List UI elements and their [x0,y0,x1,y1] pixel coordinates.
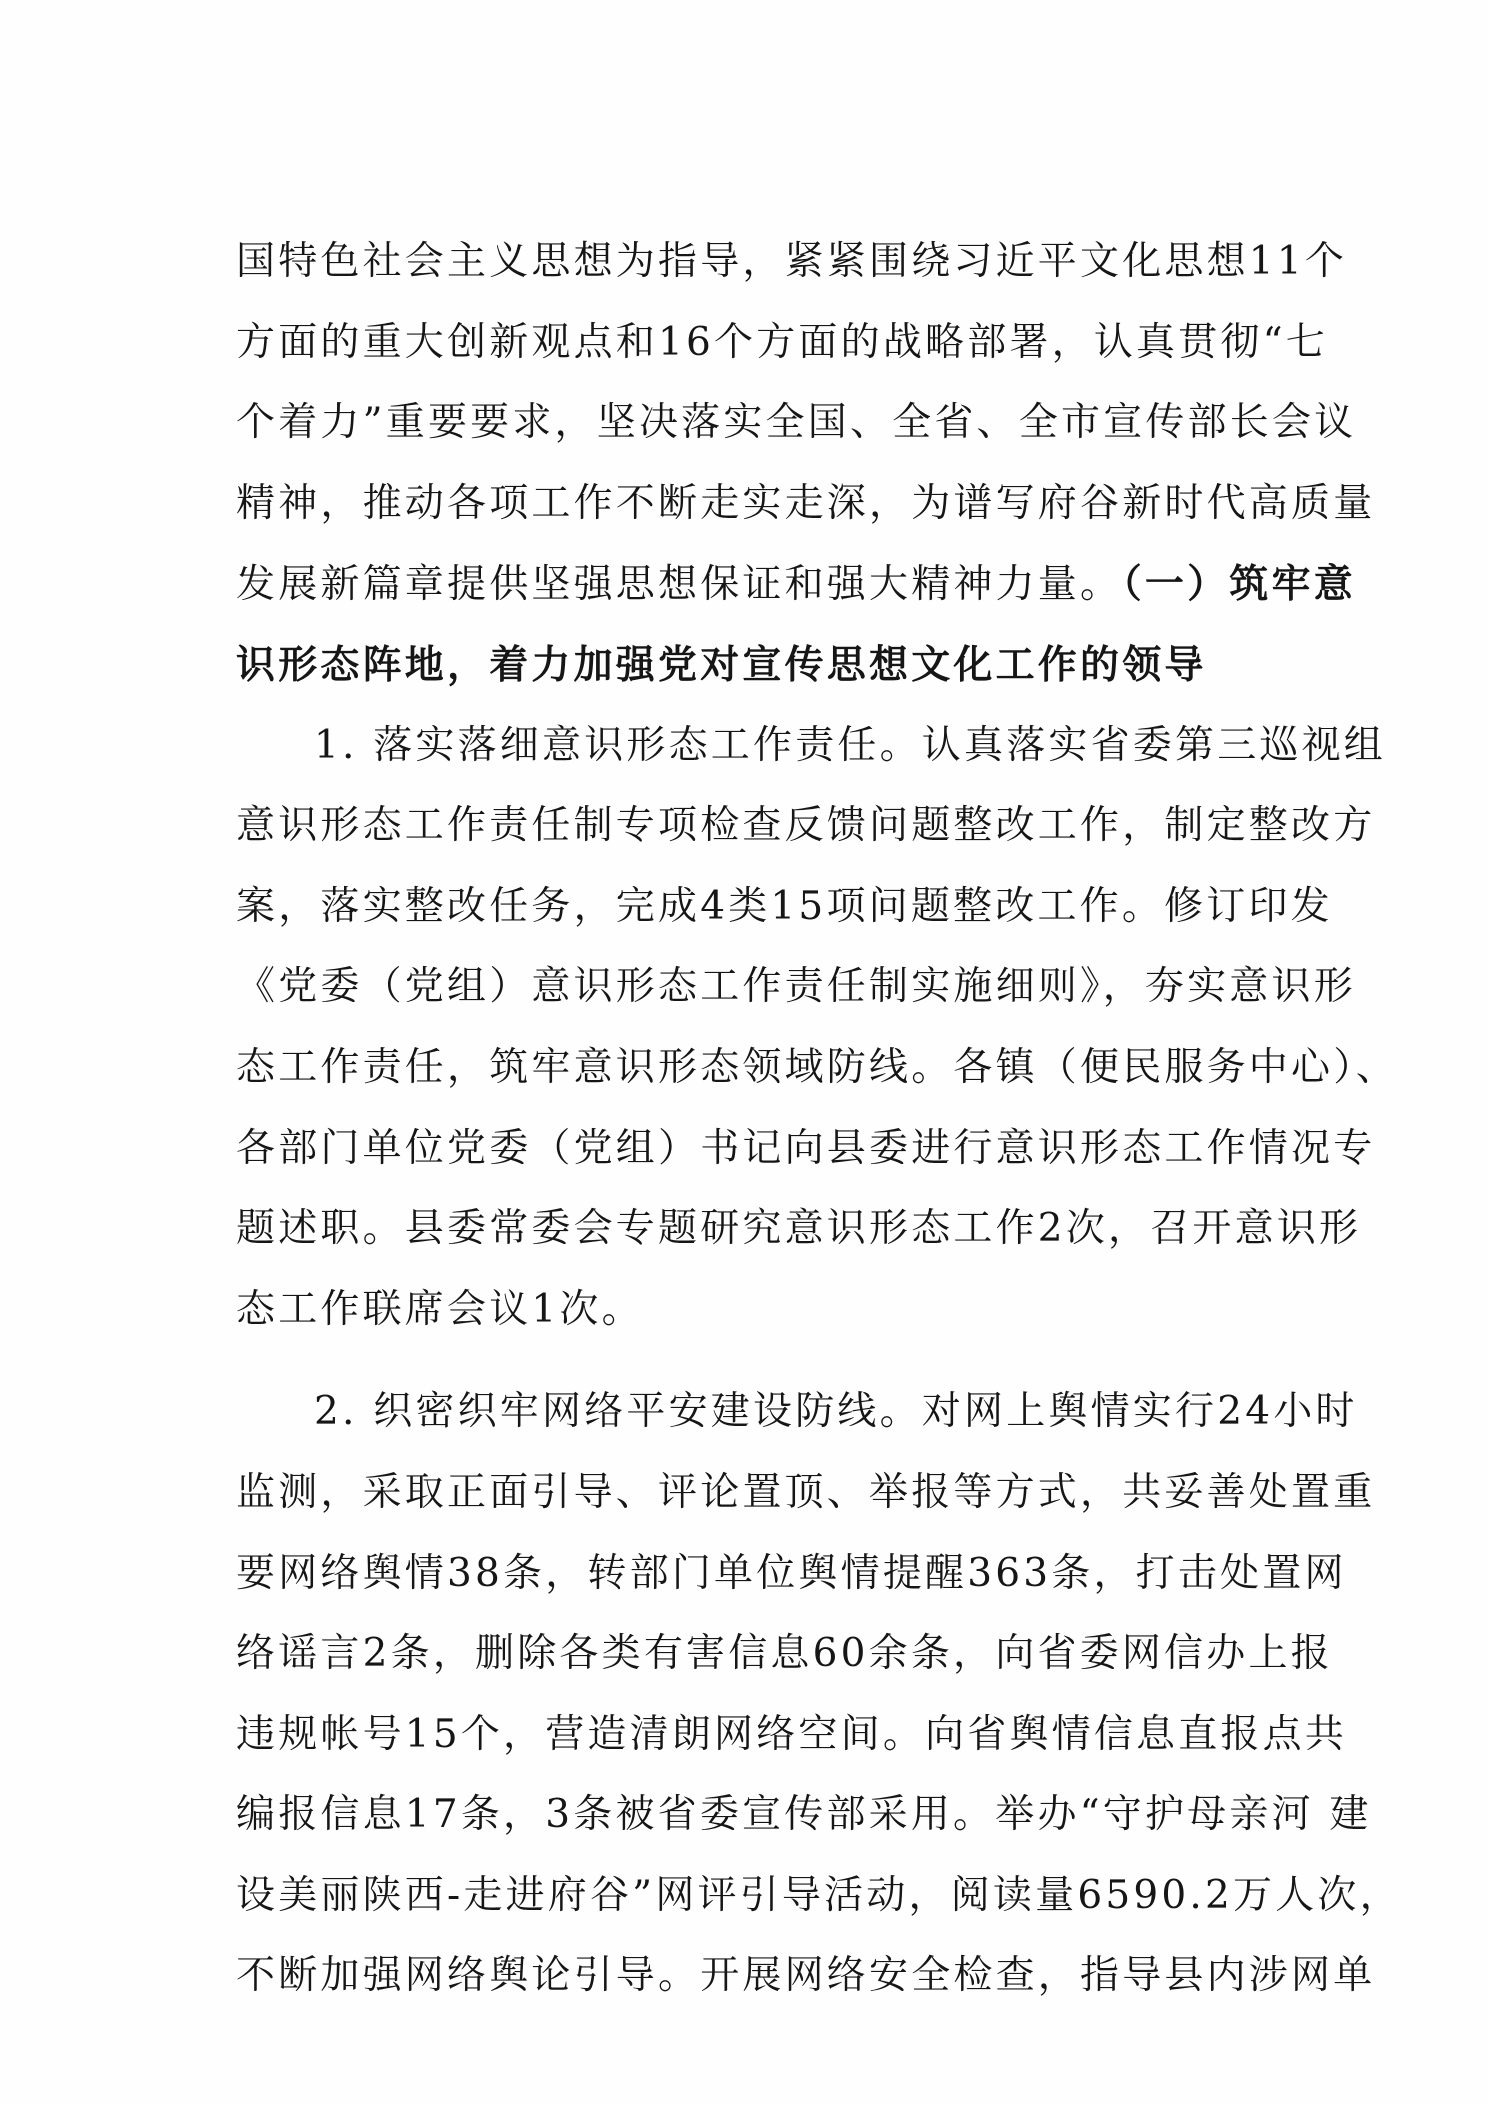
paragraph-2-first-line: 2. 织密织牢网络平安建设防线。对网上舆情实行24小时 [314,1389,1358,1435]
body-line: 案，落实整改任务，完成4类15项问题整改工作。修订印发 [236,883,1333,929]
paragraph-1-last-line: 态工作联席会议1次。 [236,1286,644,1332]
body-line: 设美丽陕西-走进府谷”网评引导活动，阅读量6590.2万人次， [236,1872,1402,1918]
body-line: 不断加强网络舆论引导。开展网络安全检查，指导县内涉网单 [236,1953,1376,1999]
body-line: 态工作责任，筑牢意识形态领域防线。各镇（便民服务中心）、 [236,1044,1399,1090]
body-line: 监测，采取正面引导、评论置顶、举报等方式，共妥善处置重 [236,1469,1376,1515]
body-line [236,544,1356,625]
body-line: 《党委（党组）意识形态工作责任制实施细则》，夯实意识形 [236,964,1356,1010]
body-line: 络谣言2条，删除各类有害信息60余条，向省委网信办上报 [236,1631,1333,1677]
document-body [236,222,1402,2017]
body-line: 题述职。县委常委会专题研究意识形态工作2次，召开意识形 [236,1206,1362,1252]
body-line: 个着力”重要要求，坚决落实全国、全省、全市宣传部长会议 [236,400,1357,446]
body-text: 发展新篇章提供坚强思想保证和强大精神力量。 [236,562,1123,608]
section-heading-start: （一）筑牢意 [1122,561,1356,608]
body-line: 方面的重大创新观点和16个方面的战略部署，认真贯彻“七 [236,319,1328,365]
body-line: 编报信息17条，3条被省委宣传部采用。举办“守护母亲河 建 [236,1792,1372,1838]
body-line: 违规帐号15个，营造清朗网络空间。向省舆情信息直报点共 [236,1711,1348,1757]
paragraph-1-first-line: 1. 落实落细意识形态工作责任。认真落实省委第三巡视组 [314,722,1387,768]
body-line: 精神，推动各项工作不断走实走深，为谱写府谷新时代高质量 [236,480,1376,526]
body-line: 要网络舆情38条，转部门单位舆情提醒363条，打击处置网 [236,1550,1347,1596]
body-line: 各部门单位党委（党组）书记向县委进行意识形态工作情况专 [236,1125,1376,1171]
body-line: 国特色社会主义思想为指导，紧紧围绕习近平文化思想11个 [236,239,1348,284]
body-line: 意识形态工作责任制专项检查反馈问题整改工作，制定整改方 [236,803,1376,849]
section-heading: 识形态阵地，着力加强党对宣传思想文化工作的领导 [236,641,1207,688]
